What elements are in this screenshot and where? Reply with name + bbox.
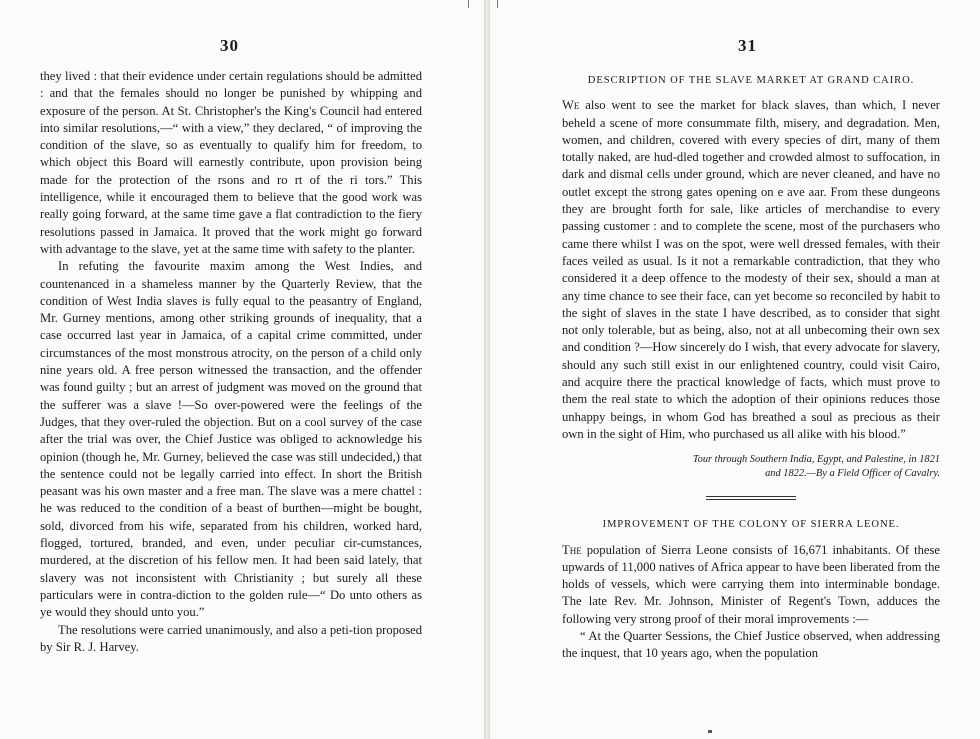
right-page-text (562, 72, 940, 663)
right-page (490, 0, 980, 739)
source-line-2: and 1822.—By a Field Officer of Cavalry. (765, 467, 940, 479)
slave-market-source (562, 453, 940, 480)
left-paragraph-1: they lived : that their evidence under certain regulations should be admitted : and that the females should no longer be punished by whipping and exposure of the person. At St. Christopher's the King's Council had entered into similar resolutions,—“ with a view,” they declared, “ of improving the condition of the slave, so as eventually to qualify him for freedom, to which object this Board will earnestly contribute, upon provision being made for the protection of the rsons and ro rt of the ri tors.” This intelligence, while it encouraged them to believe that the good work was really going forward, at the same time gave a flat contradiction to the fiery resolutions passed in Jamaica. It proved that the work might go forward with advantage to the slave, yet at the same time with safety to the planter. (40, 69, 422, 256)
sierra-leone-body: population of Sierra Leone consists of 16,671 inhabitants. Of these upwards of 11,000 natives of Africa appear to have been liberated from the holds of vessels, which were carrying them into interminable bondage. The late Rev. Mr. Johnson, Minister of Regent's Town, adduces the following very strong proof of their moral improvements :— (562, 542, 940, 626)
section-divider (706, 496, 796, 500)
scan-edge-mark (497, 0, 498, 8)
scan-edge-mark (468, 0, 469, 8)
sierra-leone-quote: “ At the Quarter Sessions, the Chief Justice observed, when addressing the inquest, that 10 years ago, when the population (562, 629, 940, 661)
sierra-leone-dropcap: The (562, 542, 582, 557)
source-line-1: Tour through Southern India, Egypt, and Palestine, in 1821 (692, 454, 940, 466)
left-page-text (40, 68, 422, 656)
slave-market-heading: DESCRIPTION OF THE SLAVE MARKET AT GRAND CAIRO. (587, 75, 915, 86)
page-number-right: 31 (738, 36, 757, 55)
sierra-leone-heading: IMPROVEMENT OF THE COLONY OF SIERRA LEONE. (602, 519, 900, 531)
left-paragraph-3: The resolutions were carried unanimously, and also a peti-tion proposed by Sir R. J. Harvey. (40, 622, 422, 654)
scan-speck (708, 730, 712, 733)
page-number-left: 30 (220, 36, 239, 55)
slave-market-paragraph (562, 97, 940, 443)
sierra-leone-paragraph (562, 542, 940, 628)
left-page (0, 0, 484, 739)
slave-market-dropcap: We (562, 98, 580, 113)
left-paragraph-2: In refuting the favourite maxim among the West Indies, and countenanced in a shameless manner by the Quarterly Review, that the condition of West India slaves is fully equal to the peasantry of England, Mr. Gurney mentions, among other striking grounds of inequality, that a case occurred last year in Jamaica, of a capital crime committed, under circumstances of the most monstrous atrocity, on the person of a child only nine years old. A free person witnessed the transaction, and the offender was found guilty ; but an arrest of judgment was moved on the ground that the sufferer was a slave !—So over-powered were the feelings of the Judges, that they over-ruled the objection. But on a cool survey of the case after the trial was over, the Chief Justice was obliged to acknowledge his opinion (though he, Mr. Gurney, believed the case was still undecided,) that the sentence could not be legally carried into effect. In short the British peasant was his own master and a free man. The slave was a mere chattel : he was reduced to the condition of a beast of burthen—might be bought, sold, divorced from his wife, separated from his children, worked hard, flogged, tortured, branded, and even, under peculiar cir-cumstances, murdered, at the discretion of his fellow men. It had been said lately, that slavery was not inconsistent with Christianity ; but surely all these particulars were in contra-diction to the golden rule—“ Do unto others as ye would they should unto you.” (40, 259, 422, 620)
slave-market-body: also went to see the market for black slaves, than which, I never beheld a scene of more consummate filth, misery, and degradation. Men, women, and children, covered with every species of dirt, many of them totally naked, are hud-dled together and crowded almost to suffocation, in dark and dismal cells under ground, which are never cleaned, and have no outlet except the strong gates opening on e ave aar. From these dungeons they are brought forth for sale, like articles of merchandise to every passing customer : and to complete the scene, most of the purchasers who came there whilst I was on the spot, were well dressed females, with their faces veiled as usual. Is it not a remarkable contradiction, that they who considered it a deep offence to the modesty of their sex, should a man at any time chance to see their face, can yet become so reconciled by habit to the sight of slaves in the state I have described, as to consider that sight not only tolerable, but as being, also, not at all unbecoming their own sex and condition ?—How sincerely do I wish, that every advocate for slavery, should any such still exist in our enlightened country, could visit Cairo, and acquire there the practical knowledge of facts, which must prove to them the real state to which the adoption of their opinions reduces those unhappy beings, in whom God has breathed a soul as precious as their own in the sight of Him, who purchased us all alike with his blood.” (562, 98, 940, 441)
